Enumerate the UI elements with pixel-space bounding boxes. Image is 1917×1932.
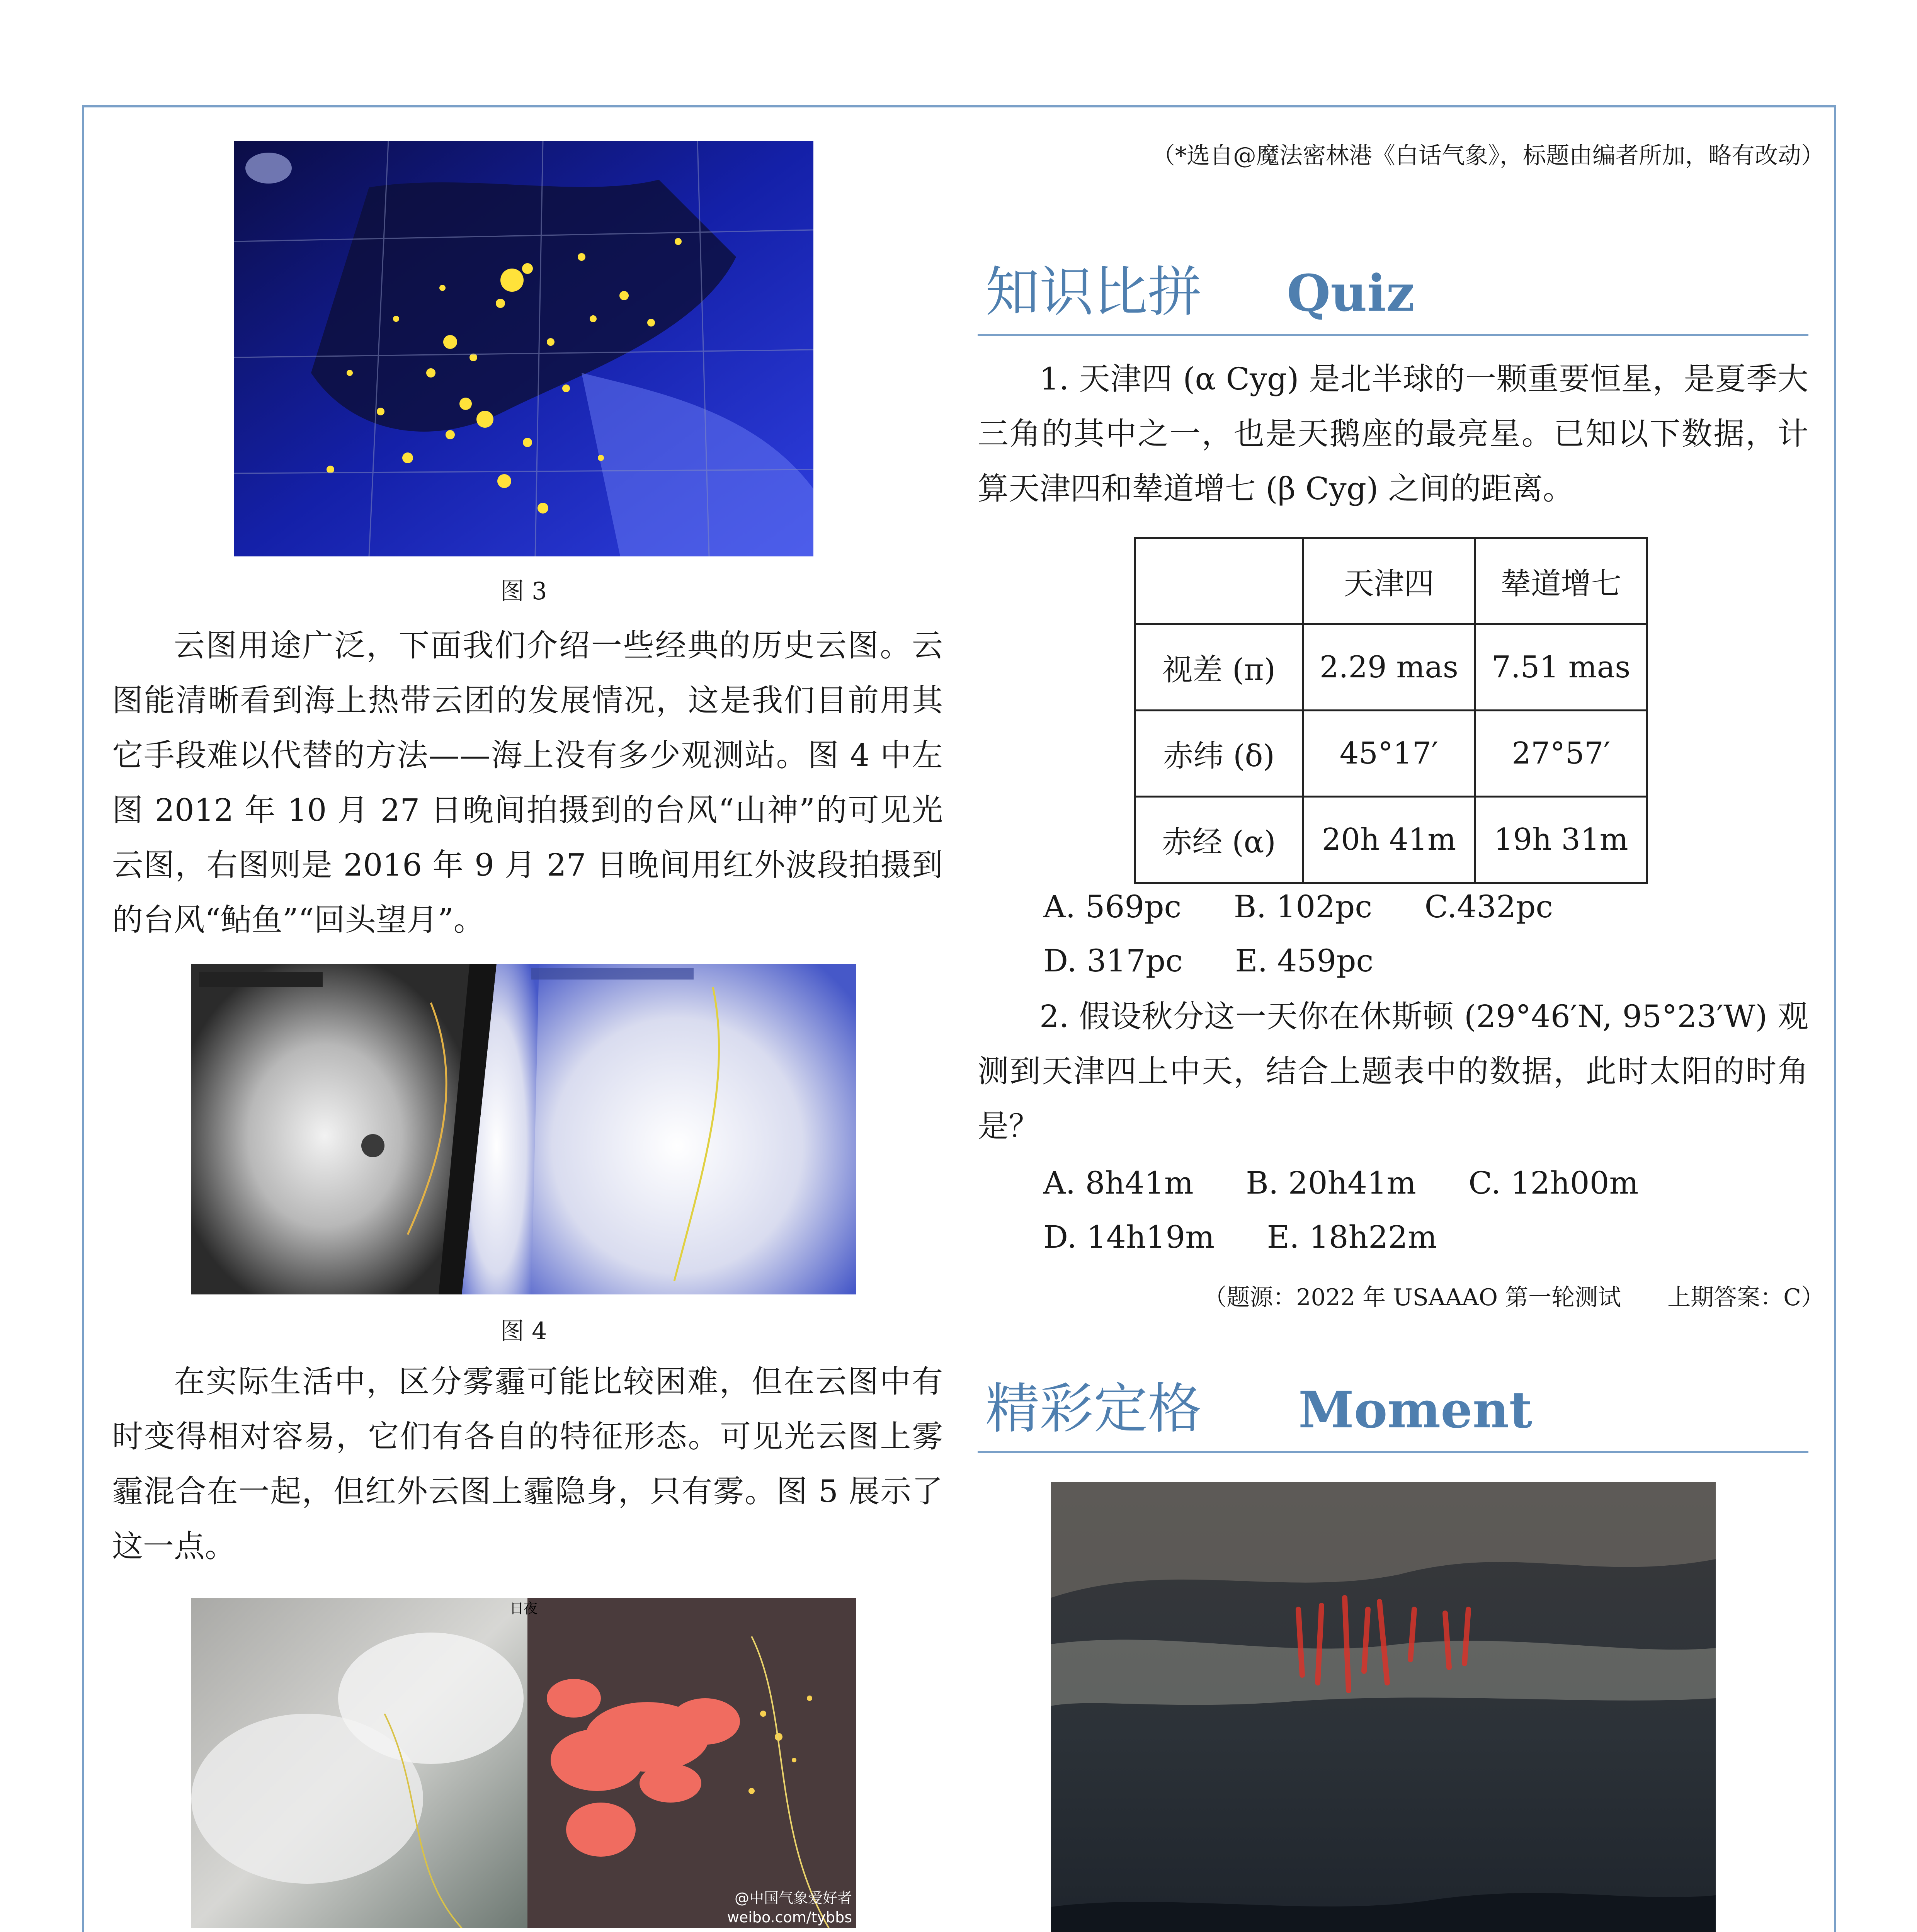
- option: B. 20h41m: [1246, 1165, 1416, 1201]
- quiz-section-header: [978, 257, 1808, 336]
- table-header-cell: [1135, 538, 1303, 624]
- quiz-title-cn: 知识比拼: [985, 261, 1202, 324]
- table-row: [1135, 624, 1647, 711]
- figure-5-top-label: 日夜: [509, 1601, 538, 1617]
- quiz-2-options-line-1: [1043, 1165, 1681, 1201]
- quiz-1-options-line-1: [1043, 889, 1596, 925]
- quiz-question-1: 1. 天津四 (α Cyg) 是北半球的一颗重要恒星，是夏季大三角的其中之一，也是天鹅座的最亮星。已知以下数据，计算天津四和辇道增七 (β Cyg) 之间的距离。: [978, 361, 1808, 507]
- figure-3-caption: 图 3: [500, 577, 547, 605]
- figure-4-caption: 图 4: [500, 1317, 547, 1345]
- star-data-table: [1134, 537, 1648, 884]
- option: A. 569pc: [1043, 889, 1182, 925]
- table-row-label: 赤纬 (δ): [1135, 711, 1303, 797]
- table-row: [1135, 797, 1647, 883]
- table-header-cell: 天津四: [1303, 538, 1475, 624]
- option: C. 12h00m: [1468, 1165, 1639, 1201]
- moment-section-header: [978, 1374, 1808, 1453]
- figure-5-fog-haze-comparison: [191, 1598, 856, 1928]
- option: D. 317pc: [1043, 943, 1183, 979]
- paragraph-fog-haze: 在实际生活中，区分雾霾可能比较困难，但在云图中有时变得相对容易，它们有各自的特征形态。可见光云图上雾霾混合在一起，但红外云图上霾隐身，只有雾。图 5 展示了这一点。: [112, 1364, 943, 1564]
- quiz-2-options-line-2: [1043, 1219, 1480, 1255]
- table-row-label: 赤经 (α): [1135, 797, 1303, 883]
- figure-5-watermark-line2: weibo.com/tybbs: [727, 1909, 852, 1926]
- table-cell: 20h 41m: [1303, 797, 1475, 883]
- paragraph-cloud-uses: 云图用途广泛，下面我们介绍一些经典的历史云图。云图能清晰看到海上热带云团的发展情况，这是我们目前用其它手段难以代替的方法——海上没有多少观测站。图 4 中左图 2012 年 10 月 27 日晚间拍摄到的台风“山神”的可见光云图，右图则是 2016 年 9 月 27 日晚间用红外波段拍摄到的台风“鲇鱼”“回头望月”。: [112, 628, 943, 938]
- quiz-source-note: （题源：2022 年 USAAAO 第一轮测试 上期答案：C）: [1203, 1284, 1824, 1311]
- table-cell: 19h 31m: [1475, 797, 1647, 883]
- quiz-title-en: Quiz: [1287, 264, 1415, 323]
- table-header-cell: 辇道增七: [1475, 538, 1647, 624]
- quiz-1-options-line-2: [1043, 943, 1416, 979]
- table-cell: 27°57′: [1475, 711, 1647, 797]
- figure-4-typhoon-images: [191, 964, 856, 1294]
- option: E. 459pc: [1235, 943, 1374, 979]
- table-cell: 7.51 mas: [1475, 624, 1647, 711]
- moment-title-cn: 精彩定格: [985, 1378, 1202, 1440]
- option: E. 18h22m: [1267, 1219, 1437, 1255]
- red-sprite-photo: [1051, 1482, 1716, 1932]
- moment-title-en: Moment: [1298, 1380, 1533, 1439]
- figure-3-night-satellite: [234, 141, 813, 556]
- table-header-row: [1135, 538, 1647, 624]
- table-cell: 45°17′: [1303, 711, 1475, 797]
- table-cell: 2.29 mas: [1303, 624, 1475, 711]
- article-source-note: （*选自@魔法密林港《白话气象》，标题由编者所加，略有改动）: [1152, 142, 1824, 169]
- option: B. 102pc: [1233, 889, 1373, 925]
- table-row: [1135, 711, 1647, 797]
- option: D. 14h19m: [1043, 1219, 1215, 1255]
- option: A. 8h41m: [1043, 1165, 1194, 1201]
- quiz-question-2: 2. 假设秋分这一天你在休斯顿 (29°46′N, 95°23′W) 观测到天津四上中天，结合上题表中的数据，此时太阳的时角是？: [978, 998, 1808, 1144]
- option: C.432pc: [1424, 889, 1553, 925]
- table-row-label: 视差 (π): [1135, 624, 1303, 711]
- figure-5-watermark-line1: @中国气象爱好者: [734, 1889, 852, 1906]
